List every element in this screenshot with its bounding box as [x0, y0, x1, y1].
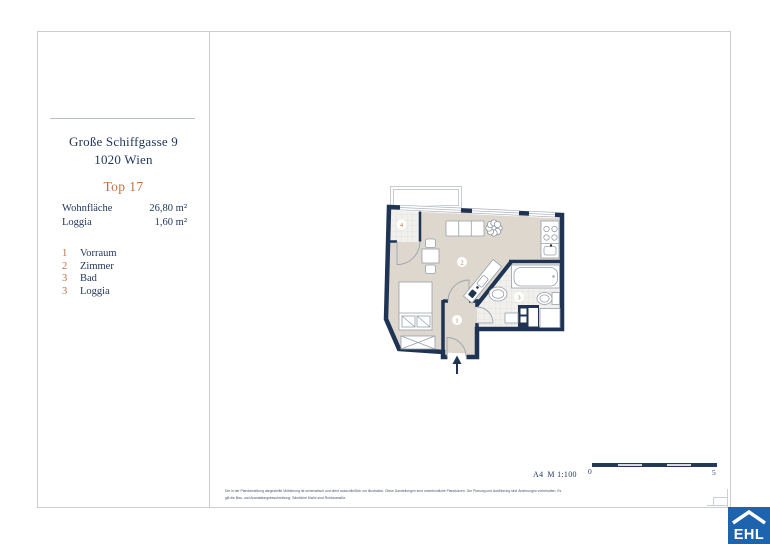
scale-segment [593, 464, 618, 466]
legend-label: Bad [80, 273, 97, 285]
area-label: Loggia [62, 216, 92, 228]
paper-format: A4 [533, 470, 544, 479]
window [472, 209, 519, 216]
logo-grid-line [713, 497, 727, 498]
area-row [62, 202, 187, 216]
legend-row [62, 261, 117, 274]
kitchen-unit [541, 221, 559, 258]
scale-start-label: 0 [588, 467, 592, 476]
sofa [446, 221, 484, 236]
ehl-logo [728, 507, 770, 544]
disclaimer-line2: gilt die Bau- und Ausstattungsbeschreibung. Sämtliche Maße sind Rohbaumaße. [225, 495, 347, 500]
unit-title: Top 17 [103, 179, 144, 194]
address-line1: Große Schiffgasse 9 [69, 134, 178, 149]
disclaimer-line1: Die in der Plandarstellung dargestellte Möblierung ist schematisch und dient ausschließlich zur Illustration. Diese Darstellungen sind unverbindliche Planskizzen. Der Planung und Ausführung sind Änderungen vorbehalten. Es [225, 489, 562, 493]
legend-row [62, 248, 117, 261]
bed [399, 282, 432, 330]
window [529, 211, 555, 217]
wardrobe [401, 336, 435, 349]
scale-segment [667, 464, 692, 466]
room-legend [62, 248, 117, 299]
format-scale-label [533, 470, 581, 479]
logo-grid-line [713, 497, 714, 506]
area-row [62, 216, 187, 230]
toilet [537, 293, 560, 305]
bath-cabinet [505, 313, 518, 323]
legend-row [62, 273, 117, 286]
svg-text:4: 4 [399, 221, 404, 229]
legend-label: Zimmer [80, 260, 114, 272]
logo-text: EHL [733, 527, 765, 543]
svg-text:1: 1 [455, 317, 459, 325]
logo-roof-icon [728, 507, 770, 525]
legend-number: 1 [62, 248, 68, 259]
svg-text:2: 2 [460, 259, 464, 267]
svg-text:3: 3 [517, 294, 521, 302]
legend-number: 3 [62, 273, 68, 285]
area-value: 26,80 m² [149, 203, 187, 214]
area-value: 1,60 m² [154, 216, 187, 228]
washbasin [489, 287, 507, 301]
drawing-scale: M 1:100 [547, 470, 577, 479]
legend-label: Loggia [80, 286, 110, 298]
floor-plan-drawing [380, 180, 572, 380]
sidebar-divider [209, 31, 210, 508]
logo-grid-line [707, 505, 728, 506]
scale-segment [691, 464, 716, 466]
sidebar-rule [50, 118, 195, 119]
legend-number: 2 [62, 260, 68, 272]
scale-end-label: 5 [712, 468, 716, 477]
address-block [38, 133, 209, 168]
legend-row [62, 286, 117, 299]
room-marker-vorraum [452, 315, 462, 325]
room-marker-bad [514, 292, 524, 302]
address-line2: 1020 Wien [94, 151, 153, 167]
scale-segment [618, 464, 643, 466]
scale-segment [642, 464, 667, 466]
bathtub [512, 265, 560, 288]
area-table [62, 202, 187, 229]
scale-bar [592, 463, 717, 467]
area-label: Wohnfläche [62, 203, 113, 214]
room-marker-zimmer [457, 257, 467, 267]
disclaimer [225, 488, 561, 502]
legend-label: Vorraum [80, 248, 117, 259]
plant-icon [486, 220, 502, 236]
legend-number: 3 [62, 286, 68, 298]
room-marker-loggia [397, 220, 407, 230]
